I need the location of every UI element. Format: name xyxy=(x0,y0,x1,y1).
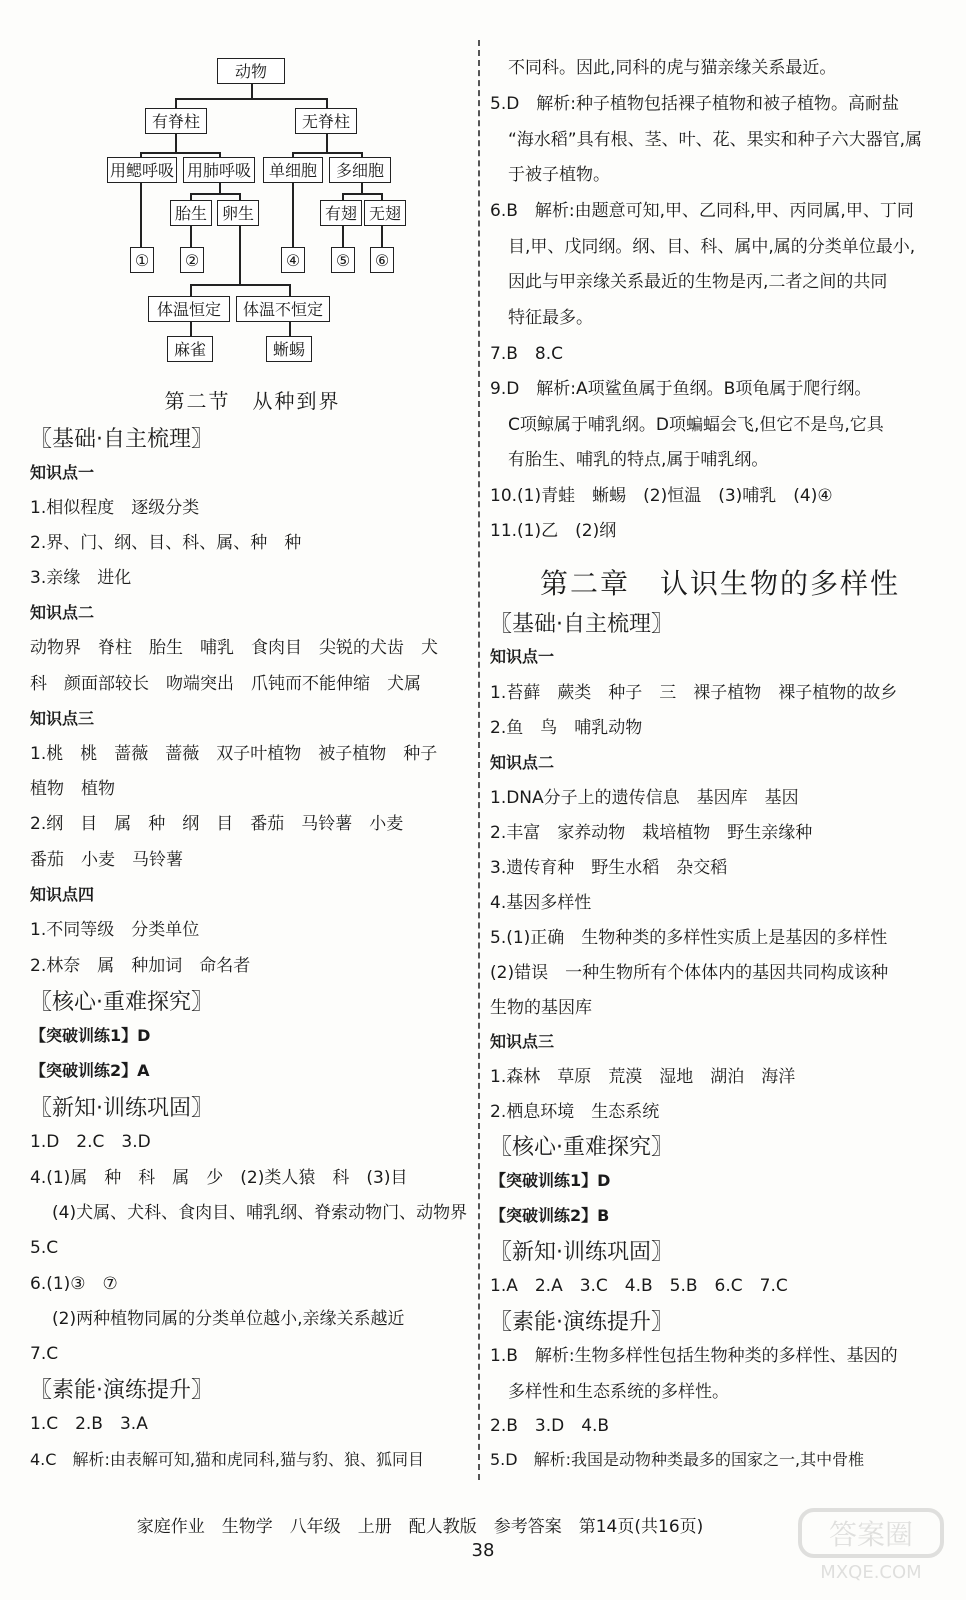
answer-line: 【突破训练2】B xyxy=(490,1206,610,1225)
tree-node-animal: 动物 xyxy=(217,58,285,84)
answer-line: 3.亲缘 进化 xyxy=(30,568,132,588)
tree-node-winged: 有翅 xyxy=(320,200,362,226)
tree-node-oviparous: 卵生 xyxy=(217,200,259,226)
answer-line: 1.苔藓 蕨类 种子 三 裸子植物 裸子植物的故乡 xyxy=(490,683,898,703)
answer-line: 1.相似程度 逐级分类 xyxy=(30,498,200,518)
section-heading: 〖核心·重难探究〗 xyxy=(490,1135,673,1160)
answer-line: 生物的基因库 xyxy=(490,998,592,1018)
tree-node-gill-breathing: 用鳃呼吸 xyxy=(107,157,177,183)
answer-line: 4.基因多样性 xyxy=(490,893,592,913)
tree-leaf-1: ① xyxy=(130,247,154,273)
answer-line: 2.鱼 鸟 哺乳动物 xyxy=(490,718,643,738)
answer-line: 1.DNA分子上的遗传信息 基因库 基因 xyxy=(490,788,799,808)
answer-line: 7.B 8.C xyxy=(490,344,563,364)
answer-line: “海水稻”具有根、茎、叶、花、果实和种子六大器官,属 xyxy=(508,130,923,150)
tree-node-sparrow: 麻雀 xyxy=(167,336,213,362)
section-heading: 〖核心·重难探究〗 xyxy=(30,990,213,1015)
answer-line: 2.B 3.D 4.B xyxy=(490,1416,610,1436)
section-heading: 〖基础·自主梳理〗 xyxy=(490,612,673,637)
knowledge-point-heading: 知识点三 xyxy=(30,709,95,728)
answer-line: 番茄 小麦 马铃薯 xyxy=(30,850,183,870)
answer-line: 3.遗传育种 野生水稻 杂交稻 xyxy=(490,858,728,878)
answer-line: C项鲸属于哺乳纲。D项蝙蝠会飞,但它不是鸟,它具 xyxy=(508,415,884,435)
answer-line: 【突破训练1】D xyxy=(490,1171,611,1190)
answer-line: 9.D 解析:A项鲨鱼属于鱼纲。B项龟属于爬行纲。 xyxy=(490,379,872,399)
answer-line: 不同科。因此,同科的虎与猫亲缘关系最近。 xyxy=(508,58,837,78)
answer-line: 6.B 解析:由题意可知,甲、乙同科,甲、丙同属,甲、丁同 xyxy=(490,201,914,221)
tree-leaf-4: ④ xyxy=(281,247,305,273)
answer-line: 1.森林 草原 荒漠 湿地 湖泊 海洋 xyxy=(490,1067,796,1087)
answer-line: 5.C xyxy=(30,1238,59,1258)
answer-line: 2.纲 目 属 种 纲 目 番茄 马铃薯 小麦 xyxy=(30,814,404,834)
knowledge-point-heading: 知识点四 xyxy=(30,885,95,904)
column-divider xyxy=(478,40,480,1480)
chapter-title: 第二章 认识生物的多样性 xyxy=(540,567,901,600)
answer-line: 特征最多。 xyxy=(508,308,593,328)
tree-leaf-6: ⑥ xyxy=(370,247,394,273)
answer-line: 2.丰富 家养动物 栽培植物 野生亲缘种 xyxy=(490,823,813,843)
answer-line: 1.D 2.C 3.D xyxy=(30,1132,151,1152)
answer-line: 2.林奈 属 种加词 命名者 xyxy=(30,956,251,976)
answer-line: 1.桃 桃 蔷薇 蔷薇 双子叶植物 被子植物 种子 xyxy=(30,744,438,764)
section-heading: 〖新知·训练巩固〗 xyxy=(30,1096,213,1121)
tree-leaf-5: ⑤ xyxy=(331,247,355,273)
answer-line: 【突破训练1】D xyxy=(30,1026,151,1045)
tree-node-multicellular: 多细胞 xyxy=(329,157,391,183)
answer-line: 动物界 脊柱 胎生 哺乳 食肉目 尖锐的犬齿 犬 xyxy=(30,638,438,658)
section-heading: 〖素能·演练提升〗 xyxy=(490,1310,673,1335)
answer-line: 11.(1)乙 (2)纲 xyxy=(490,521,617,541)
watermark-logo-icon xyxy=(796,1506,946,1586)
answer-line: 多样性和生态系统的多样性。 xyxy=(508,1382,729,1402)
answer-line: 5.(1)正确 生物种类的多样性实质上是基因的多样性 xyxy=(490,928,888,948)
classification-tree-diagram xyxy=(30,0,475,380)
answer-line: (4)犬属、犬科、食肉目、哺乳纲、脊索动物门、动物界 xyxy=(52,1203,468,1223)
answer-line: 4.(1)属 种 科 属 少 (2)类人猿 科 (3)目 xyxy=(30,1168,408,1188)
answer-line: (2)错误 一种生物所有个体体内的基因共同构成该种 xyxy=(490,963,889,983)
tree-node-unicellular: 单细胞 xyxy=(263,157,323,183)
tree-node-vertebrate: 有脊柱 xyxy=(145,108,207,134)
answer-line: 因此与甲亲缘关系最近的生物是丙,二者之间的共同 xyxy=(508,272,888,292)
tree-node-viviparous: 胎生 xyxy=(170,200,212,226)
section-heading: 〖新知·训练巩固〗 xyxy=(490,1240,673,1265)
knowledge-point-heading: 知识点一 xyxy=(30,463,95,482)
knowledge-point-heading: 知识点三 xyxy=(490,1032,555,1051)
tree-node-lizard: 蜥蜴 xyxy=(266,336,312,362)
answer-line: 目,甲、戊同纲。纲、目、科、属中,属的分类单位最小, xyxy=(508,237,916,257)
answer-line: (2)两种植物同属的分类单位越小,亲缘关系越近 xyxy=(52,1309,405,1329)
answer-line: 4.C 解析:由表解可知,猫和虎同科,猫与豹、狼、狐同目 xyxy=(30,1450,425,1469)
answer-line: 2.栖息环境 生态系统 xyxy=(490,1102,660,1122)
answer-line: 1.C 2.B 3.A xyxy=(30,1414,148,1434)
knowledge-point-heading: 知识点一 xyxy=(490,647,555,666)
tree-leaf-2: ② xyxy=(180,247,204,273)
page-footer: 家庭作业 生物学 八年级 上册 配人教版 参考答案 第14页(共16页) xyxy=(136,1517,704,1537)
answer-line: 2.界、门、纲、目、科、属、种 种 xyxy=(30,533,302,553)
answer-line: 7.C xyxy=(30,1344,59,1364)
answer-line: 6.(1)③ ⑦ xyxy=(30,1274,118,1294)
tree-node-wingless: 无翅 xyxy=(364,200,406,226)
answer-line: 10.(1)青蛙 蜥蜴 (2)恒温 (3)哺乳 (4)④ xyxy=(490,486,833,506)
answer-line: 【突破训练2】A xyxy=(30,1061,150,1080)
knowledge-point-heading: 知识点二 xyxy=(30,603,95,622)
section-title: 第二节 从种到界 xyxy=(164,389,341,413)
answer-line: 1.A 2.A 3.C 4.B 5.B 6.C 7.C xyxy=(490,1276,788,1296)
section-heading: 〖素能·演练提升〗 xyxy=(30,1378,213,1403)
answer-line: 有胎生、哺乳的特点,属于哺乳纲。 xyxy=(508,450,769,470)
answer-line: 1.B 解析:生物多样性包括生物种类的多样性、基因的 xyxy=(490,1346,898,1366)
tree-node-warm-blooded: 体温恒定 xyxy=(148,296,230,322)
answer-line: 于被子植物。 xyxy=(508,165,610,185)
answer-line: 植物 植物 xyxy=(30,779,115,799)
tree-node-cold-blooded: 体温不恒定 xyxy=(236,296,330,322)
section-heading: 〖基础·自主梳理〗 xyxy=(30,427,213,452)
tree-node-lung-breathing: 用肺呼吸 xyxy=(183,157,255,183)
knowledge-point-heading: 知识点二 xyxy=(490,753,555,772)
answer-line: 5.D 解析:种子植物包括裸子植物和被子植物。高耐盐 xyxy=(490,94,900,114)
svg-text:MXQE.COM: MXQE.COM xyxy=(820,1562,922,1583)
answer-line: 5.D 解析:我国是动物种类最多的国家之一,其中骨椎 xyxy=(490,1450,865,1469)
tree-node-invertebrate: 无脊柱 xyxy=(295,108,357,134)
page-number: 38 xyxy=(471,1540,495,1561)
answer-line: 科 颜面部较长 吻端突出 爪钝而不能伸缩 犬属 xyxy=(30,674,421,694)
svg-text:答案圈: 答案圈 xyxy=(828,1518,914,1551)
answer-line: 1.不同等级 分类单位 xyxy=(30,920,200,940)
